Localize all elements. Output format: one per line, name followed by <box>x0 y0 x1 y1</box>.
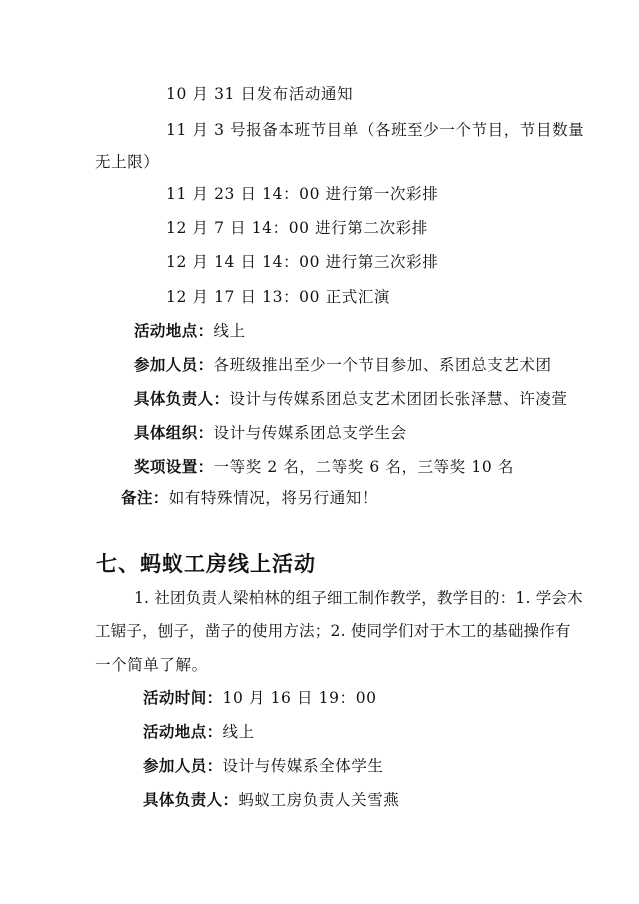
schedule-line-2: 11 月 3 号报备本班节目单（各班至少一个节目，节目数量 <box>166 121 585 139</box>
event1-participants-value: 各班级推出至少一个节目参加、系团总支艺术团 <box>213 356 552 374</box>
event1-note-value: 如有特殊情况，将另行通知！ <box>168 489 379 507</box>
schedule-line-5: 12 月 14 日 14：00 进行第三次彩排 <box>166 253 439 271</box>
section7-time <box>143 688 377 708</box>
event1-participants <box>134 355 552 375</box>
schedule-line-4: 12 月 7 日 14：00 进行第二次彩排 <box>166 219 428 237</box>
section7-participants <box>143 756 384 776</box>
event1-person-value: 设计与传媒系团总支艺术团团长张泽慧、许凌萱 <box>229 390 568 408</box>
section7-time-label: 活动时间： <box>143 689 223 707</box>
section7-person-label: 具体负责人： <box>143 791 239 809</box>
event1-note-label: 备注： <box>121 489 169 507</box>
section7-time-value: 10 月 16 日 19：00 <box>222 689 377 707</box>
event1-awards-label: 奖项设置： <box>134 458 214 476</box>
section7-location-label: 活动地点： <box>143 723 223 741</box>
section7-para-line-3: 一个简单了解。 <box>95 656 208 674</box>
schedule-line-6: 12 月 17 日 13：00 正式汇演 <box>166 288 391 306</box>
section7-para-line-2: 工锯子，刨子，凿子的使用方法；2. 使同学们对于木工的基础操作有 <box>95 622 571 640</box>
section7-para-line-1: 1. 社团负责人梁柏林的组子细工制作教学，教学目的：1. 学会木 <box>134 589 583 607</box>
event1-location-value: 线上 <box>213 322 246 340</box>
section7-participants-label: 参加人员： <box>143 757 223 775</box>
section7-person <box>143 790 399 810</box>
event1-note <box>121 488 378 508</box>
schedule-line-3: 11 月 23 日 14：00 进行第一次彩排 <box>166 185 439 203</box>
event1-awards-value: 一等奖 2 名，二等奖 6 名，三等奖 10 名 <box>213 458 514 476</box>
schedule-line-2-cont: 无上限） <box>95 153 160 171</box>
event1-person-label: 具体负责人： <box>134 390 230 408</box>
section7-location <box>143 722 255 742</box>
section7-participants-value: 设计与传媒系全体学生 <box>222 757 384 775</box>
event1-participants-label: 参加人员： <box>134 356 214 374</box>
event1-org-value: 设计与传媒系团总支学生会 <box>213 424 407 442</box>
event1-awards <box>134 457 514 477</box>
event1-location <box>134 321 246 341</box>
event1-person <box>134 389 568 409</box>
schedule-line-1: 10 月 31 日发布活动通知 <box>166 85 354 103</box>
section7-person-value: 蚂蚁工房负责人关雪燕 <box>238 791 400 809</box>
event1-org-label: 具体组织： <box>134 424 214 442</box>
section7-location-value: 线上 <box>222 723 255 741</box>
event1-org <box>134 423 407 443</box>
event1-location-label: 活动地点： <box>134 322 214 340</box>
section7-heading: 七、蚂蚁工房线上活动 <box>96 552 316 576</box>
